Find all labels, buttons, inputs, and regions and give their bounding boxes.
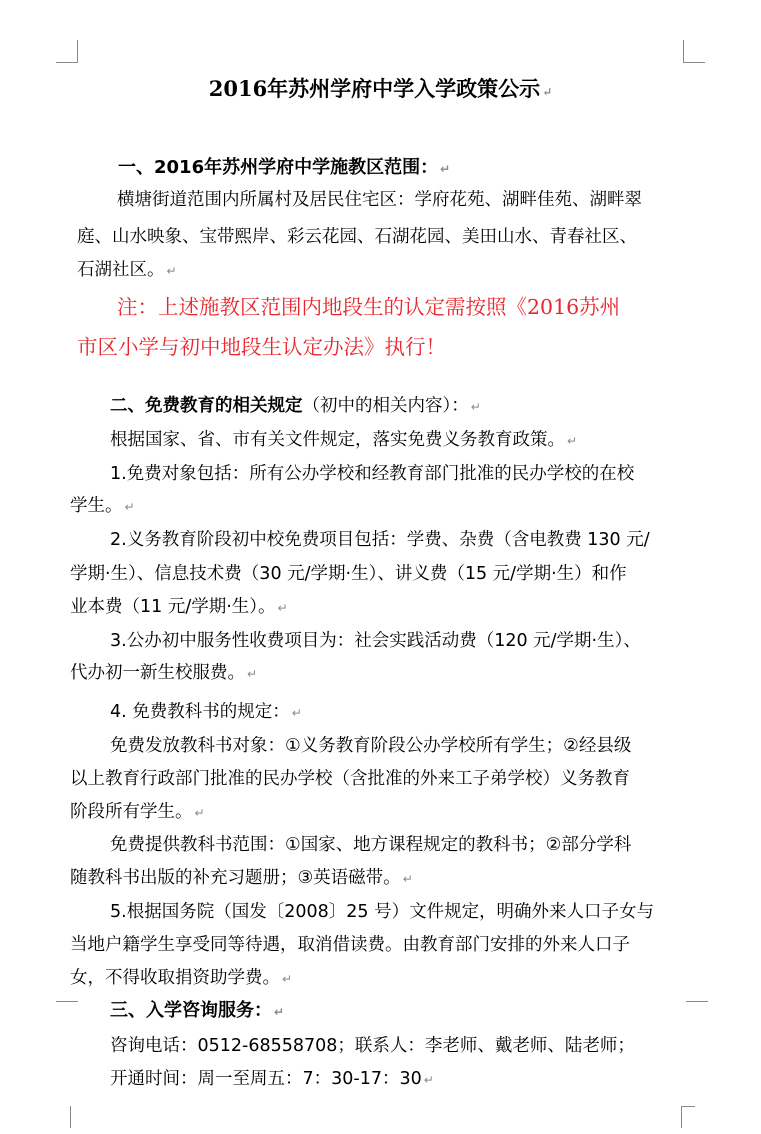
section2-heading: 二、免费教育的相关规定（初中的相关内容）： ↵ xyxy=(110,396,481,416)
section2-item5: 当地户籍学生享受同等待遇，取消借读费。由教育部门安排的外来人口子 xyxy=(70,935,630,955)
section2-item4-objects: 以上教育行政部门批准的民办学校（含批准的外来工子弟学校）义务教育 xyxy=(70,769,630,789)
section2-item3: 3.公办初中服务性收费项目为：社会实践活动费（120 元/学期·生）、 xyxy=(110,631,641,651)
section2-item2: 2.义务教育阶段初中校免费项目包括：学费、杂费（含电教费 130 元/ xyxy=(110,530,650,550)
section1-note-line2: 市区小学与初中地段生认定办法》执行！ xyxy=(77,335,446,359)
section1-note-line1: 注：上述施教区范围内地段生的认定需按照《2016苏州 xyxy=(117,295,621,319)
section3-heading: 三、入学咨询服务： ↵ xyxy=(110,1000,285,1021)
section3-hours-line: 开通时间：周一至周五：7：30-17：30 ↵ xyxy=(110,1069,434,1089)
section3-phone-line: 咨询电话：0512-68558708；联系人：李老师、戴老师、陆老师； xyxy=(110,1036,635,1056)
section2-item1: 1.免费对象包括：所有公办学校和经教育部门批准的民办学校的在校 xyxy=(110,464,635,484)
section2-item4-objects: 阶段所有学生。 ↵ xyxy=(70,802,205,822)
section2-intro: 根据国家、省、市有关文件规定，落实免费义务教育政策。 ↵ xyxy=(110,430,578,450)
section2-item1: 学生。 ↵ xyxy=(70,496,135,516)
section2-item4-scope: 免费提供教科书范围：①国家、地方课程规定的教科书；②部分学科 xyxy=(110,835,632,855)
section2-item4-heading: 4. 免费教科书的规定： ↵ xyxy=(110,702,302,722)
section2-item5: 5.根据国务院（国发〔2008〕25 号）文件规定，明确外来人口子女与 xyxy=(110,902,655,922)
paragraph-mark: ↵ xyxy=(542,85,553,99)
document-title: 2016年苏州学府中学入学政策公示 ↵ xyxy=(208,76,553,101)
section1-line: 石湖社区。 ↵ xyxy=(77,260,177,280)
section2-item2: 学期·生）、信息技术费（30 元/学期·生）、讲义费（15 元/学期·生）和作 xyxy=(70,564,627,584)
section2-item5: 女，不得收取捐资助学费。 ↵ xyxy=(70,968,293,988)
section1-line: 横塘街道范围内所属村及居民住宅区：学府花苑、湖畔佳苑、湖畔翠 xyxy=(117,190,642,210)
section2-item3: 代办初一新生校服费。 ↵ xyxy=(70,663,258,683)
section2-item2: 业本费（11 元/学期·生）。 ↵ xyxy=(70,597,288,617)
section1-line: 庭、山水映象、宝带熙岸、彩云花园、石湖花园、美田山水、青春社区、 xyxy=(77,227,637,247)
section1-heading: 一、2016年苏州学府中学施教区范围： ↵ xyxy=(118,157,451,178)
section2-item4-scope: 随教科书出版的补充习题册；③英语磁带。 ↵ xyxy=(70,868,413,888)
section2-item4-objects: 免费发放教科书对象：①义务教育阶段公办学校所有学生；②经县级 xyxy=(110,736,632,756)
